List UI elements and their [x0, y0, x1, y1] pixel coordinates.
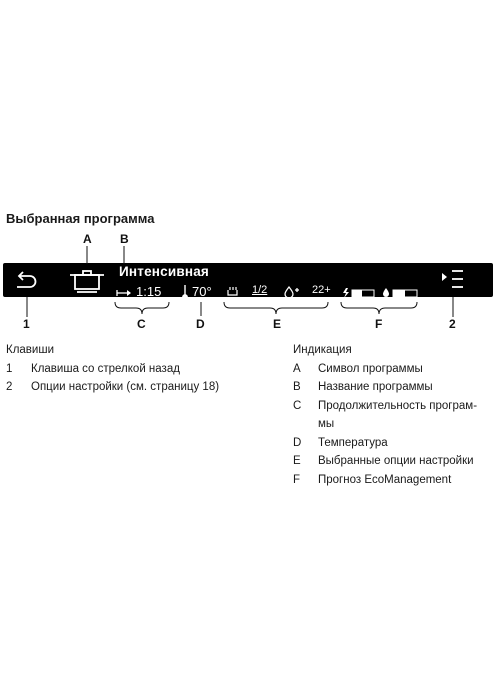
callout-1: 1 [23, 317, 30, 331]
indication-item: F Прогноз EcoManagement [293, 473, 452, 486]
indication-item: E Выбранные опции настройки [293, 455, 474, 467]
intensive-zone-icon [228, 287, 237, 295]
indication-item: C Продолжительность програм- [293, 399, 478, 412]
extra-dry-icon [285, 287, 299, 298]
keys-item: 2 Опции настройки (см. страницу 18) [6, 381, 220, 393]
indication-item: D Температура [293, 436, 388, 449]
thermometer-icon [183, 285, 187, 299]
program-duration: 1:15 [136, 284, 162, 299]
energy-bolt-icon [343, 288, 349, 298]
indication-item: мы [318, 418, 335, 430]
callout-2: 2 [449, 317, 456, 331]
indication-legend [293, 341, 493, 489]
callout-a: A [83, 232, 92, 246]
water-forecast-bar [393, 290, 417, 297]
bracket-c [115, 302, 169, 314]
callout-f: F [375, 317, 383, 331]
callout-b: B [120, 232, 129, 246]
indication-item: B Название программы [293, 381, 433, 393]
keys-legend [6, 341, 256, 397]
program-temperature: 70° [192, 284, 212, 299]
callout-e: E [273, 317, 282, 331]
bracket-e [224, 302, 328, 314]
program-name: Интенсивная [119, 264, 209, 279]
indication-heading: Индикация [293, 344, 352, 356]
options-menu-icon[interactable] [442, 271, 463, 287]
half-load-label: 1/2 [252, 284, 268, 296]
indication-item: A Символ программы [293, 362, 423, 375]
duration-arrow-icon [117, 290, 131, 296]
energy-forecast-bar [352, 290, 374, 297]
section-title: Выбранная программа [6, 211, 155, 226]
back-arrow-icon[interactable] [17, 272, 36, 287]
bracket-f [341, 302, 417, 314]
pot-icon [70, 271, 104, 292]
callout-c: C [137, 317, 146, 331]
keys-item: 1 Клавиша со стрелкой назад [6, 362, 180, 375]
water-drop-icon [383, 288, 389, 297]
hygiene-label: 22+ [312, 284, 331, 296]
keys-heading: Клавиши [6, 344, 54, 356]
callout-d: D [196, 317, 205, 331]
